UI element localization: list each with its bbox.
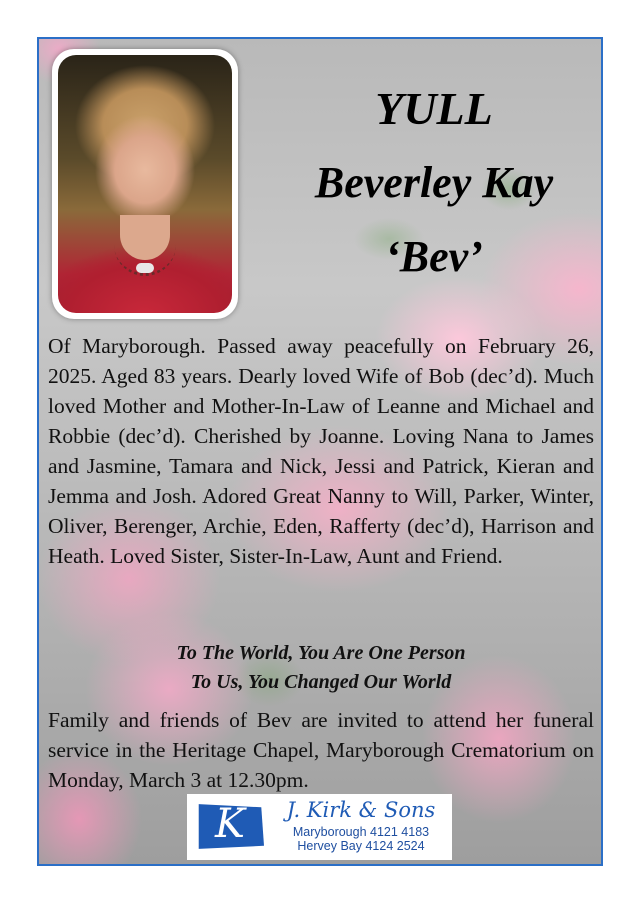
firm-name: J. Kirk & Sons bbox=[286, 798, 436, 822]
portrait-photo bbox=[52, 49, 238, 319]
nickname: ‘Bev’ bbox=[385, 232, 483, 281]
portrait-image bbox=[58, 55, 232, 313]
funeral-director-logo bbox=[187, 794, 452, 860]
given-names: Beverley Kay bbox=[314, 158, 554, 207]
verse bbox=[48, 639, 594, 697]
firm-phone-hervey-bay: Hervey Bay 4124 2524 bbox=[297, 839, 425, 853]
firm-phone-maryborough: Maryborough 4121 4183 bbox=[292, 825, 430, 839]
notice-body: Of Maryborough. Passed away peacefully on February 26, 2025. Aged 83 years. Dearly loved Wife of Bob (dec’d). Much loved Mother and Mother-In-Law of Leanne and Michael and Robbie (dec’d). Cherished by Joanne. Loving Nana to James and Jasmine, Tamara and Nick, Jessi and Patrick, Kieran and Jemma and Josh. Adored Great Nanny to Will, Parker, Winter, Oliver, Berenger, Archie, Eden, Rafferty (dec’d), Harrison and Heath. Loved Sister, Sister-In-Law, Aunt and Friend. bbox=[48, 334, 594, 568]
service-details: Family and friends of Bev are invited to attend her funeral service in the Heritage Chapel, Maryborough Crematorium on Monday, March 3 at 12.30pm. bbox=[48, 708, 594, 792]
deceased-name-block bbox=[269, 79, 599, 287]
logo-letter: K bbox=[215, 801, 245, 847]
notice-frame bbox=[37, 37, 603, 866]
surname: YULL bbox=[375, 83, 493, 134]
verse-line: To Us, You Changed Our World bbox=[190, 671, 452, 693]
verse-line: To The World, You Are One Person bbox=[176, 642, 466, 664]
portrait-pendant bbox=[136, 263, 154, 273]
